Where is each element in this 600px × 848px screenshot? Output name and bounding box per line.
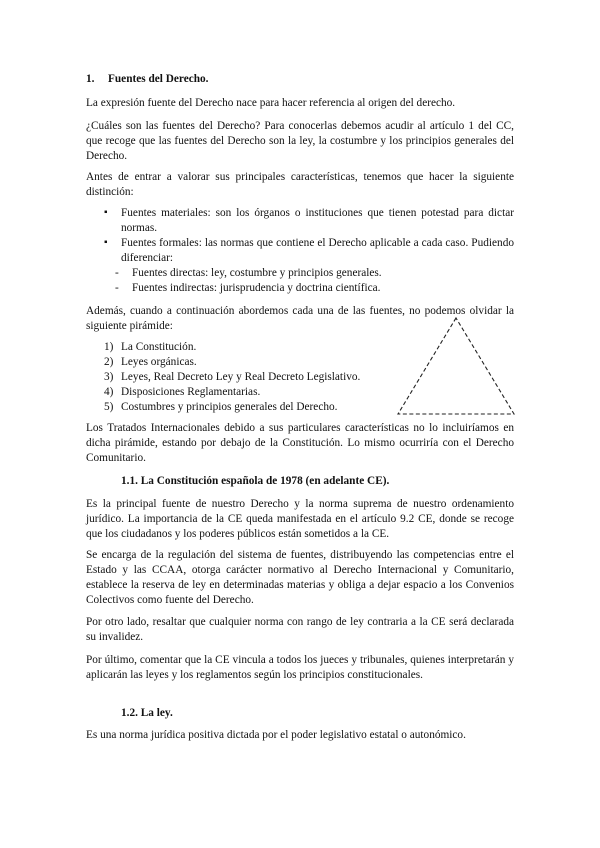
- section-number: 1.: [86, 73, 95, 85]
- bullet-material-sources: Fuentes materiales: son los órganos o instituciones que tienen potestad para dictar normas.: [121, 207, 514, 234]
- paragraph-definition: La expresión fuente del Derecho nace para hacer referencia al origen del derecho.: [86, 97, 456, 109]
- list-number: 1): [104, 341, 114, 353]
- list-number: 2): [104, 356, 114, 368]
- dash-marker: -: [115, 267, 119, 279]
- paragraph-treaties: Los Tratados Internacionales debido a sus particulares características no lo incluiríamos en dicha pirámide, estando por debajo de la Constitución. Lo mismo ocurriría con el Derecho Comunitario.: [86, 422, 514, 464]
- pyramid-item-constitution: La Constitución.: [121, 341, 197, 353]
- paragraph-distinction: Antes de entrar a valorar sus principales características, tenemos que hacer la siguiente distinción:: [86, 171, 514, 198]
- paragraph-ce-main-source: Es la principal fuente de nuestro Derecho y la norma suprema de nuestro ordenamiento jurídico. La importancia de la CE queda manifestada en el artículo 9.2 CE, donde se recoge que los ciudadanos y los poderes públicos están sometidos a la CE.: [86, 498, 514, 540]
- list-number: 5): [104, 401, 114, 413]
- subitem-indirect-sources: Fuentes indirectas: jurisprudencia y doctrina científica.: [132, 282, 381, 294]
- subitem-direct-sources: Fuentes directas: ley, costumbre y principios generales.: [132, 267, 382, 279]
- paragraph-ce-invalidity: Por otro lado, resaltar que cualquier norma con rango de ley contraria a la CE será declarada su invalidez.: [86, 616, 514, 643]
- dash-marker: -: [115, 282, 119, 294]
- paragraph-ce-judges: Por último, comentar que la CE vincula a todos los jueces y tribunales, quienes interpretarán y aplicarán las leyes y los reglamentos según los principios constitucionales.: [86, 654, 514, 681]
- paragraph-pyramid-intro: Además, cuando a continuación abordemos cada una de las fuentes, no podemos olvidar la siguiente pirámide:: [86, 305, 514, 332]
- subsection-title-constitution: 1.1. La Constitución española de 1978 (en adelante CE).: [121, 475, 390, 487]
- paragraph-law-definition: Es una norma jurídica positiva dictada por el poder legislativo estatal o autonómico.: [86, 729, 466, 741]
- list-number: 3): [104, 371, 114, 383]
- paragraph-sources-question: ¿Cuáles son las fuentes del Derecho? Para conocerlas debemos acudir al artículo 1 del CC, que recoge que las fuentes del Derecho son la ley, la costumbre y los principios generales del Derecho.: [86, 120, 514, 162]
- pyramid-item-customs: Costumbres y principios generales del Derecho.: [121, 401, 338, 413]
- paragraph-ce-sources-system: Se encarga de la regulación del sistema de fuentes, distribuyendo las competencias entre el Estado y las CCAA, otorga carácter normativo al Derecho Internacional y Comunitario, establece la reserva de ley en determinadas materias y obliga a dejar espacio a los Convenios Colectivos como fuente del Derecho.: [86, 549, 514, 606]
- pyramid-item-regulations: Disposiciones Reglamentarias.: [121, 386, 261, 398]
- bullet-marker: ▪: [104, 237, 108, 248]
- bullet-formal-sources: Fuentes formales: las normas que contiene el Derecho aplicable a cada caso. Pudiendo diferenciar:: [121, 237, 514, 264]
- pyramid-item-laws: Leyes, Real Decreto Ley y Real Decreto Legislativo.: [121, 371, 361, 383]
- subsection-title-law: 1.2. La ley.: [121, 707, 173, 719]
- pyramid-triangle-icon: [390, 314, 522, 418]
- pyramid-item-organic-laws: Leyes orgánicas.: [121, 356, 197, 368]
- section-title: Fuentes del Derecho.: [108, 73, 209, 85]
- list-number: 4): [104, 386, 114, 398]
- bullet-marker: ▪: [104, 207, 108, 218]
